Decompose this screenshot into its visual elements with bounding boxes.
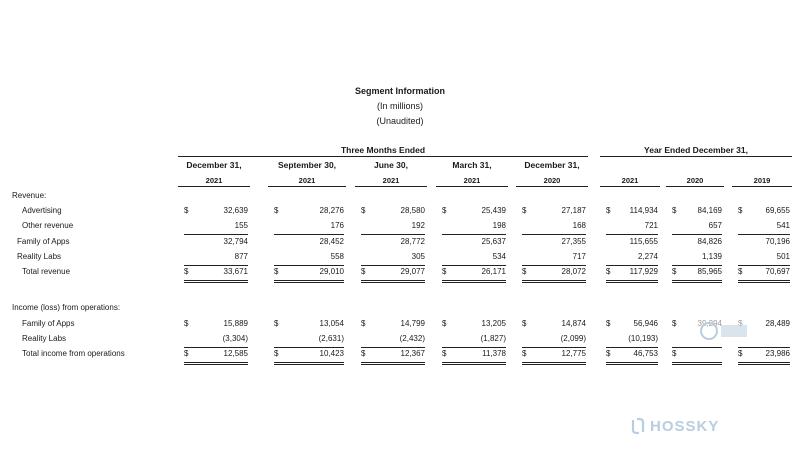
table-cell xyxy=(738,206,790,219)
cell-value: 176 xyxy=(330,221,344,231)
column-header-period: September 30, xyxy=(277,160,337,170)
table-cell xyxy=(274,267,344,283)
row-label: Revenue: xyxy=(12,191,47,200)
column-header-period: June 30, xyxy=(373,160,409,170)
table-cell xyxy=(361,349,425,365)
cell-value: 11,378 xyxy=(482,349,506,358)
column-header-rule xyxy=(516,186,588,187)
table-row xyxy=(0,319,800,333)
column-header-year: 2021 xyxy=(382,176,400,185)
table-cell xyxy=(184,319,248,332)
row-label: Family of Apps xyxy=(22,318,75,328)
cell-value: 14,799 xyxy=(400,318,425,328)
cell-value: 1,139 xyxy=(701,251,722,261)
table-cell xyxy=(738,252,790,266)
cell-value: 12,775 xyxy=(561,349,586,358)
row-label: Reality Labs xyxy=(17,251,62,261)
table-row xyxy=(0,237,800,251)
cell-value: 28,072 xyxy=(561,267,586,276)
cell-value: (2,432) xyxy=(399,333,425,343)
cell-value: 28,452 xyxy=(319,236,344,246)
cell-value: 117,929 xyxy=(629,267,658,276)
row-label: Reality Labs xyxy=(22,333,67,343)
cell-value: 33,671 xyxy=(223,267,248,276)
dollar-sign: $ xyxy=(361,267,366,276)
hossky-logo-icon xyxy=(630,418,646,434)
cell-value: 534 xyxy=(492,251,506,261)
dollar-sign: $ xyxy=(361,318,366,328)
cell-value: 70,697 xyxy=(765,267,790,276)
cell-value: (2,631) xyxy=(318,333,344,343)
dollar-sign: $ xyxy=(442,349,447,358)
dollar-sign: $ xyxy=(522,206,527,216)
column-header-rule xyxy=(355,186,427,187)
dollar-sign: $ xyxy=(274,318,279,328)
table-cell xyxy=(361,319,425,332)
dollar-sign: $ xyxy=(522,349,527,358)
watermark-text: HOSSKY xyxy=(650,418,720,435)
dollar-sign: $ xyxy=(442,267,447,276)
cell-value: 28,489 xyxy=(765,318,790,328)
table-cell xyxy=(738,267,790,283)
cell-value: 2,274 xyxy=(637,251,658,261)
column-header-rule xyxy=(732,186,792,187)
column-header-year: 2020 xyxy=(543,176,561,185)
cell-value: 115,655 xyxy=(629,236,658,246)
cell-value: 29,077 xyxy=(400,267,425,276)
dollar-sign: $ xyxy=(442,206,447,216)
table-cell xyxy=(274,237,344,250)
table-cell xyxy=(606,319,658,332)
cell-value: 26,171 xyxy=(481,267,506,276)
table-cell xyxy=(274,206,344,219)
dollar-sign: $ xyxy=(184,206,189,216)
report-units: (In millions) xyxy=(376,101,423,111)
cell-value: 84,169 xyxy=(697,206,722,216)
table-row xyxy=(0,267,800,281)
cell-value: (3,304) xyxy=(222,333,248,343)
table-cell xyxy=(184,334,248,348)
dollar-sign: $ xyxy=(738,267,743,276)
column-header-rule xyxy=(600,186,660,187)
cell-value: 29,010 xyxy=(319,267,344,276)
table-row xyxy=(0,206,800,220)
column-header-rule xyxy=(268,186,346,187)
table-cell xyxy=(738,237,790,250)
cell-value: 69,655 xyxy=(765,206,790,216)
table-cell xyxy=(274,319,344,332)
table-cell xyxy=(274,221,344,235)
dollar-sign: $ xyxy=(442,318,447,328)
dollar-sign: $ xyxy=(184,267,189,276)
cell-value: 657 xyxy=(708,221,722,231)
dollar-sign: $ xyxy=(672,267,677,276)
cell-value: 12,367 xyxy=(400,349,425,358)
column-header-year: 2020 xyxy=(686,176,704,185)
table-cell xyxy=(361,221,425,235)
table-cell xyxy=(606,221,658,235)
table-cell xyxy=(184,221,248,235)
table-cell xyxy=(442,221,506,235)
group-rule-year-ended xyxy=(600,156,792,157)
table-cell xyxy=(672,237,722,250)
cell-value: (10,193) xyxy=(628,333,658,343)
table-cell xyxy=(184,267,248,283)
cell-value: 27,187 xyxy=(561,206,586,216)
table-cell xyxy=(606,349,658,365)
table-cell xyxy=(361,206,425,219)
group-rule-three-months xyxy=(178,156,588,157)
cell-value: 192 xyxy=(411,221,425,231)
table-cell xyxy=(274,334,344,348)
dollar-sign: $ xyxy=(672,349,677,358)
cell-value: 84,826 xyxy=(697,236,722,246)
cell-value: 46,753 xyxy=(633,349,658,358)
dollar-sign: $ xyxy=(606,349,611,358)
table-cell xyxy=(442,237,506,250)
table-cell xyxy=(672,252,722,266)
table-cell xyxy=(672,267,722,283)
table-cell xyxy=(361,237,425,250)
cell-value: 12,585 xyxy=(223,349,248,358)
cell-value: 10,423 xyxy=(319,349,344,358)
cell-value: 56,946 xyxy=(633,318,658,328)
cell-value: 32,794 xyxy=(223,236,248,246)
table-cell xyxy=(442,267,506,283)
table-cell xyxy=(522,334,586,348)
cell-value: 13,205 xyxy=(481,318,506,328)
row-label: Family of Apps xyxy=(17,236,70,246)
group-header-year-ended: Year Ended December 31, xyxy=(644,145,748,155)
table-cell xyxy=(184,349,248,365)
table-cell xyxy=(606,237,658,250)
column-header-period: March 31, xyxy=(452,160,492,170)
cell-value: 501 xyxy=(776,251,790,261)
cell-value: 28,772 xyxy=(400,236,425,246)
column-header-rule xyxy=(436,186,508,187)
dollar-sign: $ xyxy=(606,206,611,216)
table-cell xyxy=(672,349,722,365)
table-cell xyxy=(184,252,248,266)
table-cell xyxy=(442,334,506,348)
table-cell xyxy=(522,206,586,219)
table-cell xyxy=(738,221,790,235)
dollar-sign: $ xyxy=(606,318,611,328)
table-cell xyxy=(361,267,425,283)
table-cell xyxy=(672,221,722,235)
table-cell xyxy=(184,206,248,219)
column-header-rule xyxy=(666,186,724,187)
cell-value: 155 xyxy=(234,221,248,231)
dollar-sign: $ xyxy=(184,318,189,328)
table-cell xyxy=(522,221,586,235)
dollar-sign: $ xyxy=(274,349,279,358)
cell-value: 25,637 xyxy=(481,236,506,246)
table-cell xyxy=(522,252,586,266)
table-cell xyxy=(184,237,248,250)
table-cell xyxy=(738,349,790,365)
row-label: Income (loss) from operations: xyxy=(12,303,121,313)
table-cell xyxy=(442,319,506,332)
cell-value: 168 xyxy=(572,221,586,231)
dollar-sign: $ xyxy=(522,318,527,328)
table-cell xyxy=(522,319,586,332)
dollar-sign: $ xyxy=(672,318,677,328)
cell-value: 877 xyxy=(234,251,248,261)
column-header-year: 2019 xyxy=(753,176,771,185)
row-label: Total revenue xyxy=(22,267,71,276)
cell-value: 25,439 xyxy=(481,206,506,216)
dollar-sign: $ xyxy=(606,267,611,276)
column-header-year: 2021 xyxy=(621,176,639,185)
dollar-sign: $ xyxy=(672,206,677,216)
dollar-sign: $ xyxy=(522,267,527,276)
watermark-mid-overlay xyxy=(695,316,755,346)
cell-value: 32,639 xyxy=(223,206,248,216)
report-title: Segment Information xyxy=(354,86,445,96)
table-cell xyxy=(606,267,658,283)
cell-value: 13,054 xyxy=(319,318,344,328)
column-header-period: December 31, xyxy=(524,160,580,170)
table-cell xyxy=(522,349,586,365)
table-cell xyxy=(274,252,344,266)
dollar-sign: $ xyxy=(361,206,366,216)
table-row xyxy=(0,334,800,348)
dollar-sign: $ xyxy=(274,267,279,276)
cell-value: 27,355 xyxy=(561,236,586,246)
cell-value: 114,934 xyxy=(629,206,658,216)
cell-value: 28,580 xyxy=(400,206,425,216)
cell-value: 85,965 xyxy=(697,267,722,276)
cell-value: 305 xyxy=(411,251,425,261)
row-label: Advertising xyxy=(22,206,62,216)
column-header-period: December 31, xyxy=(186,160,242,170)
table-cell xyxy=(606,334,658,348)
table-cell xyxy=(442,349,506,365)
table-cell xyxy=(522,267,586,283)
row-label: Total income from operations xyxy=(22,349,125,358)
table-row xyxy=(0,252,800,266)
table-cell xyxy=(606,252,658,266)
table-cell xyxy=(606,206,658,219)
table-cell xyxy=(522,237,586,250)
table-cell xyxy=(361,252,425,266)
row-label: Other revenue xyxy=(22,221,74,231)
column-header-year: 2021 xyxy=(298,176,316,185)
cell-value: 541 xyxy=(776,221,790,231)
table-cell xyxy=(442,252,506,266)
report-audit-status: (Unaudited) xyxy=(376,116,424,126)
dollar-sign: $ xyxy=(274,206,279,216)
table-cell xyxy=(274,349,344,365)
cell-value: 717 xyxy=(572,251,586,261)
table-row xyxy=(0,191,800,205)
cell-value: 70,196 xyxy=(765,236,790,246)
table-row xyxy=(0,221,800,235)
cell-value: (1,827) xyxy=(480,333,506,343)
dollar-sign: $ xyxy=(738,206,743,216)
dollar-sign: $ xyxy=(738,349,743,358)
table-row xyxy=(0,349,800,363)
cell-value: 198 xyxy=(492,221,506,231)
dollar-sign: $ xyxy=(184,349,189,358)
column-header-year: 2021 xyxy=(205,176,223,185)
table-row xyxy=(0,303,800,317)
cell-value: (2,099) xyxy=(560,333,586,343)
cell-value: 14,874 xyxy=(561,318,586,328)
cell-value: 23,986 xyxy=(765,349,790,358)
table-row xyxy=(0,282,800,296)
cell-value: 28,276 xyxy=(319,206,344,216)
table-cell xyxy=(442,206,506,219)
group-header-three-months: Three Months Ended xyxy=(340,145,426,155)
column-header-year: 2021 xyxy=(463,176,481,185)
table-cell xyxy=(672,206,722,219)
cell-value: 721 xyxy=(644,221,658,231)
cell-value: 558 xyxy=(330,251,344,261)
table-cell xyxy=(361,334,425,348)
column-header-rule xyxy=(178,186,250,187)
cell-value: 15,889 xyxy=(223,318,248,328)
dollar-sign: $ xyxy=(361,349,366,358)
